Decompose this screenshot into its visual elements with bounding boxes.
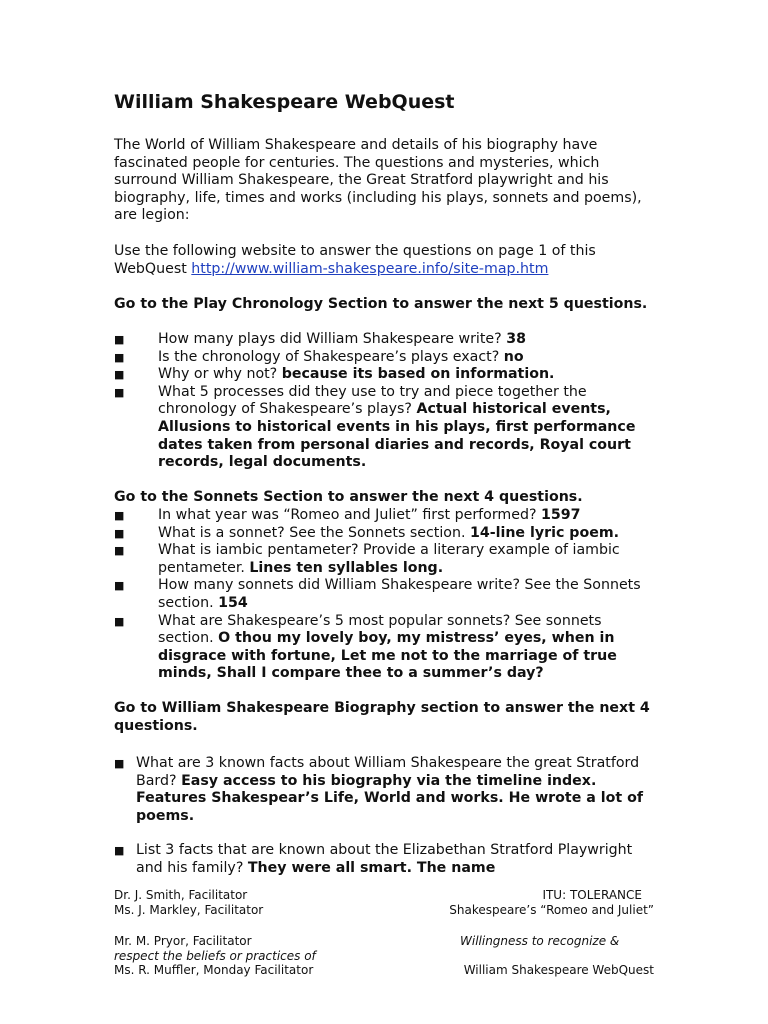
- square-bullet-icon: ■: [114, 350, 125, 364]
- list-item: ■ How many sonnets did William Shakespeare write? See the Sonnets section. 154: [114, 577, 641, 611]
- square-bullet-icon: ■: [114, 368, 125, 382]
- square-bullet-icon: ■: [114, 844, 125, 858]
- list-item: ■ How many plays did William Shakespeare write? 38: [114, 331, 526, 347]
- square-bullet-icon: ■: [114, 509, 125, 522]
- page-footer: [114, 888, 654, 978]
- footer-left-line: Ms. R. Muffler, Monday Facilitator: [114, 963, 314, 977]
- list-item: ■ Is the chronology of Shakespeare’s plays exact? no: [114, 348, 524, 365]
- section3-list: [114, 755, 659, 895]
- square-bullet-icon: ■: [114, 385, 125, 399]
- section1-list: [114, 331, 659, 472]
- footer-right-line: Shakespeare’s “Romeo and Juliet”: [449, 902, 654, 917]
- list-item: ■ What 5 processes did they use to try and piece together the chronology of Shakespeare’s plays? Actual historical events, Allusions to historical events in his plays, first performance dates taken from personal diaries and records, Royal court records, legal documents.: [114, 383, 636, 471]
- list-item: ■ List 3 facts that are known about the Elizabethan Stratford Playwright and his family? They were all smart. The name: [114, 842, 633, 876]
- page-title: William Shakespeare WebQuest: [114, 91, 455, 113]
- square-bullet-icon: ■: [114, 526, 125, 540]
- square-bullet-icon: ■: [114, 757, 125, 770]
- list-item: ■ What is iambic pentameter? Provide a literary example of iambic pentameter. Lines ten syllables long.: [114, 542, 620, 576]
- square-bullet-icon: ■: [114, 544, 125, 558]
- footer-left-line: respect the beliefs or practices of: [114, 948, 316, 963]
- footer-left-line: Dr. J. Smith, Facilitator: [114, 888, 248, 902]
- section2-heading: Go to the Sonnets Section to answer the next 4 questions.: [114, 489, 583, 505]
- square-bullet-icon: ■: [114, 333, 125, 346]
- footer-left-line: Mr. M. Pryor, Facilitator: [114, 934, 252, 948]
- list-item: ■ What is a sonnet? See the Sonnets section. 14-line lyric poem.: [114, 524, 620, 541]
- section1-heading: Go to the Play Chronology Section to answer the next 5 questions.: [114, 296, 648, 312]
- website-paragraph: [114, 243, 659, 278]
- footer-right-line: William Shakespeare WebQuest: [463, 963, 654, 977]
- list-item: ■ In what year was “Romeo and Juliet” first performed? 1597: [114, 507, 581, 523]
- footer-right-line: Willingness to recognize &: [460, 934, 620, 948]
- section2-list: [114, 507, 659, 683]
- website-link[interactable]: http://www.william-shakespeare.info/site-map.htm: [191, 260, 549, 277]
- list-item: ■ Why or why not? because its based on information.: [114, 366, 555, 383]
- list-item: ■ What are Shakespeare’s 5 most popular sonnets? See sonnets section. O thou my lovely boy, my mistress’ eyes, when in disgrace with fortune, Let me not to the marriage of true minds, Shall I compare thee to a summer’s day?: [114, 612, 617, 682]
- footer-left-line: Ms. J. Markley, Facilitator: [114, 902, 264, 917]
- website-prefix: Use the following website to answer the questions on page 1 of this WebQuest: [114, 243, 596, 277]
- square-bullet-icon: ■: [114, 614, 125, 628]
- intro-paragraph: The World of William Shakespeare and details of his biography have fascinated people for centuries. The questions and mysteries, which surround William Shakespeare, the Great Stratford playwright and his biography, life, times and works (including his plays, sonnets and poems), are legion:: [114, 137, 642, 224]
- section3-heading: Go to William Shakespeare Biography section to answer the next 4 questions.: [114, 700, 650, 734]
- square-bullet-icon: ■: [114, 579, 125, 593]
- list-item: ■ What are 3 known facts about William Shakespeare the great Stratford Bard? Easy access to his biography via the timeline index. Features Shakespear’s Life, World and works. He wrote a lot of poems.: [114, 755, 644, 824]
- footer-right-line: ITU: TOLERANCE: [542, 888, 642, 902]
